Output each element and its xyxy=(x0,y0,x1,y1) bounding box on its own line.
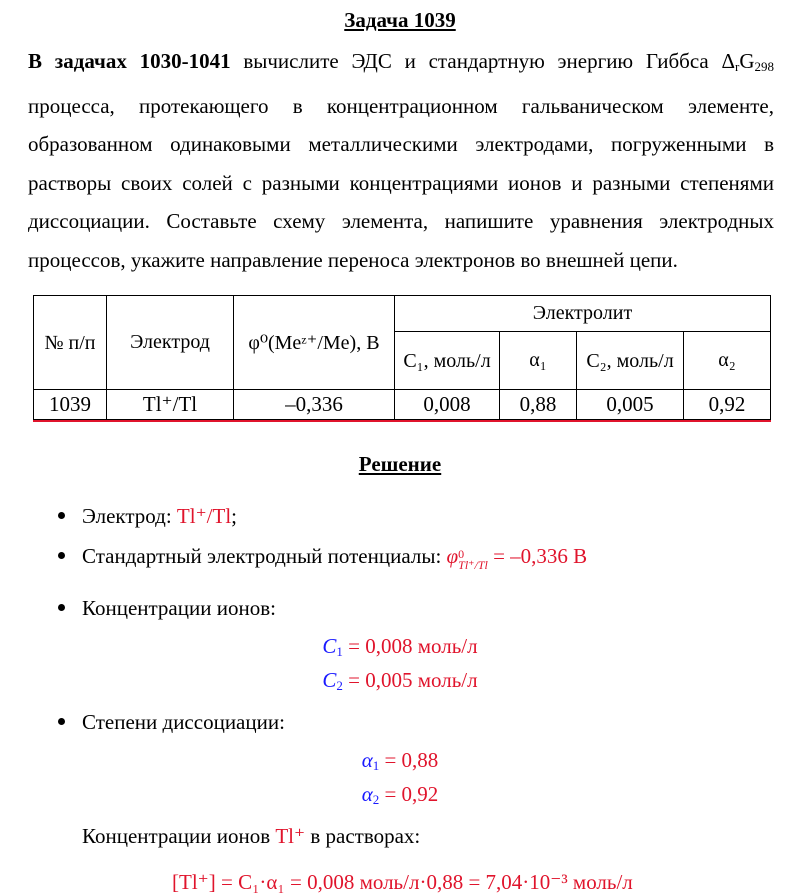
task-intro-bold: В задачах 1030-1041 xyxy=(28,49,231,73)
c2-index: 2 xyxy=(336,678,343,693)
cell-phi: –0,336 xyxy=(234,390,395,420)
a1-value: = 0,88 xyxy=(379,748,439,772)
header-electrode: Электрод xyxy=(107,296,234,390)
conc-label: Концентрации ионов: xyxy=(82,596,276,620)
header-c1: C₁, моль/л xyxy=(395,332,500,390)
cell-c1: 0,008 xyxy=(395,390,500,420)
electrode-value: Tl⁺/Tl xyxy=(176,504,232,528)
formula-c2 xyxy=(0,668,800,694)
bullet-dot xyxy=(58,512,65,519)
electrode-end: ; xyxy=(231,504,238,528)
task-statement xyxy=(28,42,774,280)
table-underline xyxy=(33,420,771,422)
cell-c2: 0,005 xyxy=(577,390,684,420)
potential-sub: Tl⁺/Tl xyxy=(458,558,488,572)
c1-symbol: C xyxy=(322,634,337,658)
task-sub-298: 298 xyxy=(754,59,774,74)
task-text-g: G xyxy=(739,49,755,73)
potential-indices xyxy=(458,549,488,571)
formula-c1 xyxy=(0,634,800,660)
bullet-electrode xyxy=(58,504,237,529)
c1-index: 1 xyxy=(336,644,343,659)
a1-symbol: α xyxy=(361,748,373,772)
ions-label: Концентрации ионов xyxy=(82,824,276,848)
dissoc-label: Степени диссоциации: xyxy=(82,710,285,734)
formula-a1 xyxy=(0,748,800,774)
data-table xyxy=(33,295,771,420)
bullet-potential xyxy=(58,544,587,571)
ion-concentration-formula: [Tl⁺] = C₁·α₁ = 0,008 моль/л·0,88 = 7,04·10⁻³ моль/л xyxy=(172,870,633,894)
formula-a2 xyxy=(0,782,800,808)
a2-index: 2 xyxy=(372,792,380,807)
task-text-1: вычислите ЭДС и стандартную энергию Гиббса Δ xyxy=(230,49,735,73)
bullet-dot xyxy=(58,718,65,725)
bullet-dot xyxy=(58,552,65,559)
a1-index: 1 xyxy=(372,758,380,773)
ions-rest: в растворах: xyxy=(305,824,421,848)
cell-a2: 0,92 xyxy=(684,390,771,420)
potential-symbol: φ xyxy=(446,544,459,568)
potential-sup: 0 xyxy=(458,547,465,561)
solution-title: Решение xyxy=(358,452,442,476)
header-a1: α₁ xyxy=(500,332,577,390)
a2-value: = 0,92 xyxy=(379,782,439,806)
ions-ion: Tl⁺ xyxy=(275,824,306,848)
cell-a1: 0,88 xyxy=(500,390,577,420)
header-c2: C₂, моль/л xyxy=(577,332,684,390)
header-number: № п/п xyxy=(34,296,107,390)
potential-label: Стандартный электродный потенциалы: xyxy=(82,544,447,568)
c2-value: = 0,005 моль/л xyxy=(342,668,478,692)
a2-symbol: α xyxy=(361,782,373,806)
bullet-dot xyxy=(58,604,65,611)
task-title: Задача 1039 xyxy=(344,8,456,32)
cell-number: 1039 xyxy=(34,390,107,420)
header-a2: α₂ xyxy=(684,332,771,390)
task-text-2: процесса, протекающего в концентрационном гальваническом элементе, образованном одинаковыми металлическими электродами, погруженными в растворы своих солей с разными концентрациями ионов и разными степенями диссоциации. Составьте схему элемента, напишите уравнения электродных процессов, укажите направление переноса электронов во внешней цепи. xyxy=(28,93,774,272)
c2-symbol: C xyxy=(322,668,337,692)
task-sub-r: r xyxy=(734,59,740,74)
potential-value: = –0,336 В xyxy=(487,544,588,568)
ions-text xyxy=(82,824,420,849)
cell-electrode: Tl⁺/Tl xyxy=(107,390,234,420)
bullet-dissociation xyxy=(58,710,285,735)
header-phi: φ⁰(Meᶻ⁺/Me), В xyxy=(234,296,395,390)
header-electrolyte: Электролит xyxy=(395,296,771,332)
c1-value: = 0,008 моль/л xyxy=(342,634,478,658)
bullet-concentrations xyxy=(58,596,276,621)
electrode-label: Электрод: xyxy=(82,504,177,528)
